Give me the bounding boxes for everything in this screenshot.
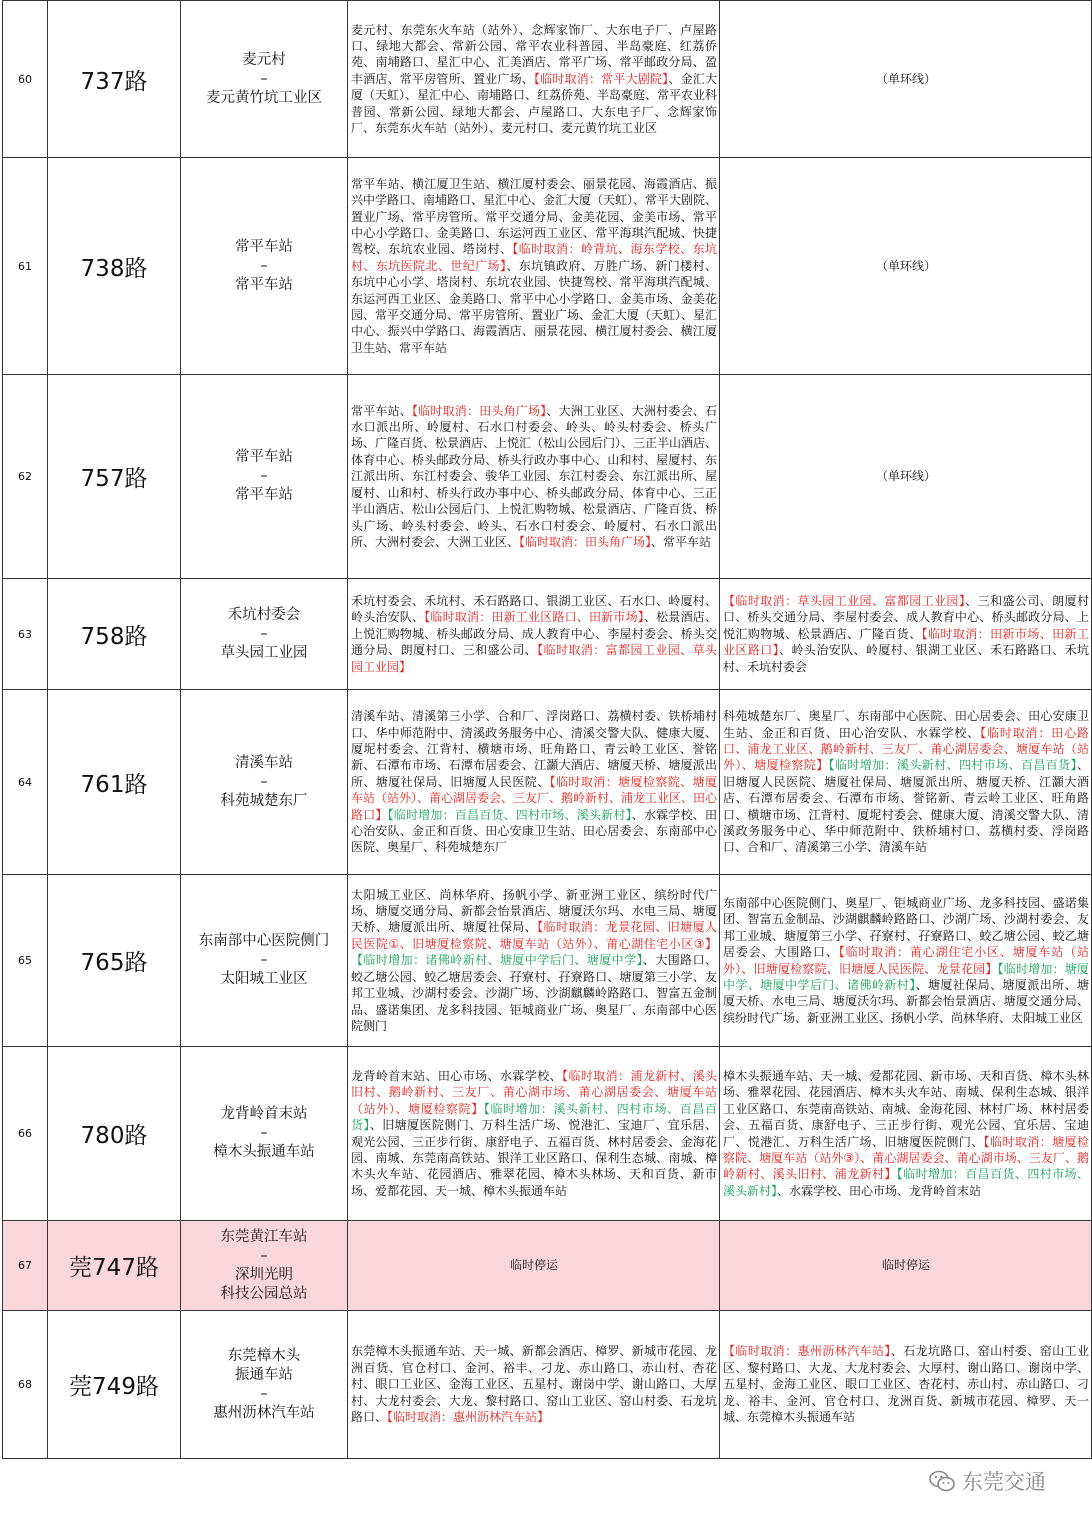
cancelled-stops: 【临时取消：草头园工业园、富都园工业园】	[723, 593, 966, 608]
terminal-end: 常平车站	[235, 487, 293, 503]
stop-list: 、旧塘厦人民医院、塘厦社保局、塘厦派出所、塘厦天桥、江灝大酒店、石潭布居委会、石潭布市场、誉铭新、青云岭工业区、旺角路口、横塘市场、江背村、厦坭村委会、健康大厦、清溪交警大队、清溪政务服务中心、华中师范附中、铁桥埔村口、荔横村委、浮岗路口、合和厂、清溪第三小学、清溪车站	[723, 758, 1089, 855]
cancelled-stops: 【临时取消：田头角广场】	[412, 403, 547, 418]
row-number: 64	[3, 690, 48, 875]
stops-downward	[720, 1, 1092, 158]
route-name: 莞747路	[48, 1221, 181, 1311]
stops-downward	[720, 875, 1092, 1047]
added-stops: 【临时增加：百昌百货、四村市场、溪头新村】	[387, 807, 632, 822]
terminal-dash: –	[260, 1385, 268, 1402]
stop-list: 龙背岭首末站、田心市场、水霖学校、	[351, 1068, 563, 1083]
stop-list: 东南部中心医院侧门、奥星厂、钜城商业广场、龙多科技园、盛诺集团、智富五金制品、沙湖麒麟岭路路口、沙湖广场、沙湖村委会、友邦工业城、塘厦第三小学、孖寮村、孖寮路口、蛟乙塘公园、蛟乙塘居委会、大围路口、	[723, 895, 1089, 960]
stops-upward	[348, 375, 720, 579]
route-name: 莞749路	[48, 1311, 181, 1459]
terminal-end: 麦元黄竹坑工业区	[206, 89, 322, 106]
added-stops: 【临时增加：塘厦中学、塘厦中学后门、诸佛岭新村】	[723, 961, 1089, 992]
cancelled-stops: 【临时取消：惠州沥林汽车站】	[387, 1410, 550, 1425]
terminal-start: 清溪车站	[235, 754, 293, 771]
stop-list: 麦元村、东莞东火车站（站外）、念辉家饰厂、大东电子厂、卢屋路口、绿地大都会、常新公园、常平农业科普园、半岛豪庭、红荔侨苑、南埔路口、星汇中心、汇美酒店、常平广场、常平邮政分局、盈丰酒店、常平房管所、置业广场、	[351, 22, 717, 86]
stops-upward	[348, 1221, 720, 1311]
route-row	[3, 1047, 1092, 1221]
terminal-end: 惠州沥林汽车站	[213, 1404, 315, 1421]
row-number: 62	[3, 375, 48, 579]
stop-list: 太阳城工业区、尚林华府、扬帆小学、新亚洲工业区、缤纷时代广场、塘厦交通分局、新都会怡景酒店、塘厦沃尔玛、水电三局、塘厦天桥、塘厦派出所、塘厦社保局、	[351, 887, 717, 935]
stops-downward	[720, 1047, 1092, 1221]
added-stops: 【临时增加：溪头新村、四村市场、百昌百货】	[351, 1101, 717, 1133]
cancelled-stops: 【临时取消：浦龙新村、溪头旧村、鹅岭新村、三友厂、莆心湖市场、莆心湖居委会、塘厦车站（站外）、塘厦检察院】	[351, 1068, 717, 1116]
terminal-start: 麦元村	[242, 51, 286, 68]
terminal-dash: –	[260, 468, 268, 484]
cancelled-stops: 【临时取消：塘厦检察院、塘厦车站（站外）、莆心湖居委会、三友厂、鹅岭新村、浦龙工业区、田心路口】	[351, 774, 718, 822]
row-number: 61	[3, 158, 48, 375]
route-row	[3, 875, 1092, 1047]
stops-upward	[348, 158, 720, 375]
stop-list: 、常平车站	[651, 534, 712, 549]
stop-list: 、旧塘厦医院侧门、万科生活广场、悦港汇、宝迪厂、宜乐居、观光公园、三正步行街、康舒电子、五福百货、林村居委会、金海花园、南城、东莞南高铁站、银洋工业区路口、保利生态城、南城、樟木头火车站、花园酒店、雅翠花园、樟木头林场、天和百货、新市场、爱都花园、天一城、樟木头振通车站	[351, 1118, 717, 1198]
route-name: 761路	[48, 690, 181, 875]
route-terminals	[181, 375, 348, 579]
cancelled-stops: 【临时取消：常平大剧院】	[533, 71, 669, 86]
terminal-dash: –	[260, 952, 268, 968]
terminal-dash: –	[260, 70, 268, 87]
stop-list: 、金汇大厦（天虹）、星汇中心、南埔路口、红荔侨苑、半岛豪庭、常平农业科普园、常新公园、绿地大都会、卢屋路口、大东电子厂、念辉家饰厂、东莞东火车站（站外）、麦元村口、麦元黄竹坑工业区	[351, 71, 718, 136]
route-terminals	[181, 875, 348, 1047]
route-row	[3, 579, 1092, 690]
stops-downward	[720, 158, 1092, 375]
cancelled-stops: 【临时取消：莆心湖住宅小区、塘厦车站（站外）、旧塘厦检察院、旧塘厦人民医院、龙景花园】	[723, 945, 1089, 976]
stops-upward	[348, 579, 720, 690]
terminal-dash: –	[260, 1125, 268, 1141]
route-terminals	[181, 1311, 348, 1459]
terminal-end: 太阳城工业区	[220, 971, 308, 987]
added-stops: 【临时增加：百昌百货、四村市场、溪头新村】	[723, 1167, 1089, 1198]
row-number: 63	[3, 579, 48, 690]
stop-list: 、石龙坑路口、窑山村委、窑山工业区、黎村路口、大龙、大龙村委会、大厚村、谢山路口、谢岗中学、五星村、金海工业区、眼口工业区、杏花村、赤山村、赤山路口、刁龙、裕丰、金河、官仓村口、龙洲百货、新城市花园、樟罗、天一城、东莞樟木头振通车站	[723, 1344, 1089, 1425]
terminal-end: 科苑城楚东厂	[220, 792, 308, 809]
watermark	[928, 1466, 1046, 1496]
stop-list: 樟木头振通车站、天一城、爱都花园、新市场、天和百货、樟木头林场、雅翠花园、花园酒店、樟木头火车站、南城、保利生态城、银洋工业区路口、东莞南高铁站、南城、金海花园、林村广场、林村居委会、五福百货、康舒电子、三正步行街、观光公园、宜乐居、宝迪厂、悦港汇、万科生活广场、旧塘厦医院侧门、	[723, 1068, 1089, 1149]
terminal-end: 深圳光明 科技公园总站	[220, 1266, 308, 1302]
route-row	[3, 375, 1092, 579]
stops-upward	[348, 875, 720, 1047]
row-number: 65	[3, 875, 48, 1047]
stops-upward	[348, 1311, 720, 1459]
terminal-dash: –	[260, 625, 268, 642]
stop-list: 科苑城楚东厂、奥星厂、东南部中心医院、田心居委会、田心安康卫生站、金正和百货、田心治安队、水霖学校、	[723, 709, 1089, 740]
terminal-start: 禾坑村委会	[227, 606, 301, 623]
cancelled-stops: 【临时取消：塘厦检察院、塘厦车站（站外③）、莆心湖居委会、莆心湖市场、三友厂、鹅岭新村、溪头旧村、浦龙新村】	[723, 1134, 1089, 1182]
row-number: 67	[3, 1221, 48, 1311]
stop-list: 、塘厦社保局、塘厦派出所、塘厦天桥、水电三局、塘厦沃尔玛、新都会怡景酒店、塘厦交通分局、缤纷时代广场、新亚洲工业区、扬帆小学、尚林华府、太阳城工业区	[723, 977, 1089, 1025]
stops-downward	[720, 690, 1092, 875]
route-name: 780路	[48, 1047, 181, 1221]
stops-downward	[720, 1311, 1092, 1459]
route-terminals	[181, 1047, 348, 1221]
route-name: 765路	[48, 875, 181, 1047]
route-name: 738路	[48, 158, 181, 375]
terminal-start: 东莞樟木头 振通车站	[227, 1347, 301, 1383]
stop-list: 清溪车站、清溪第三小学、合和厂、浮岗路口、荔横村委、铁桥埔村口、华中师范附中、清溪政务服务中心、清溪交警大队、健康大厦、厦坭村委会、江背村、横塘市场、旺角路口、青云岭工业区、誉铭新、石潭布市场、石潭布居委会、江灝大酒店、塘厦天桥、塘厦派出所、塘厦社保局、旧塘厦人民医院、	[351, 709, 717, 789]
cancelled-stops: 【临时取消：惠州沥林汽车站】	[723, 1344, 891, 1359]
terminal-start: 常平车站	[235, 449, 293, 465]
stops-upward	[348, 690, 720, 875]
terminal-start: 东莞黄江车站	[220, 1228, 308, 1245]
added-stops: 【临时增加：诸佛岭新村、塘厦中学后门、塘厦中学】	[351, 953, 643, 968]
route-terminals	[181, 1, 348, 158]
cancelled-stops: 【临时取消：田心路口、浦龙工业区、鹅岭新村、三友厂、莆心湖居委会、塘厦车站（站外）、塘厦检察院】	[723, 725, 1089, 773]
route-row	[3, 158, 1092, 375]
stop-list: 东莞樟木头振通车站、天一城、新都会酒店、樟罗、新城市花园、龙洲百货、官仓村口、金河、裕丰、刁龙、赤山路口、赤山村、杏花村、眼口工业区、金海工业区、五星村、谢岗中学、谢山路口、大厚村、大龙村委会、大龙、黎村路口、窑山工业区、窑山村委、石龙坑路口、	[351, 1344, 717, 1425]
stop-list: 、松景酒店、上悦汇购物城、桥头邮政分局、成人教育中心、李屋村委会、桥头交通分局、朗厦村口、三和盛公司、	[351, 610, 717, 658]
route-name: 758路	[48, 579, 181, 690]
stop-list: 、三和盛公司、朗厦村口、桥头交通分局、李屋村委会、成人教育中心、桥头邮政分局、上悦汇购物城、松景酒店、广隆百货、	[723, 593, 1089, 641]
route-row	[3, 690, 1092, 875]
cancelled-stops: 【临时取消：田新工业区路口、田新市场】	[424, 610, 644, 625]
stops-downward	[720, 579, 1092, 690]
stop-list: 常平车站、	[351, 403, 412, 418]
added-stops: 【临时增加：溪头新村、四村市场、百昌百货】	[828, 758, 1077, 773]
stop-list: 、东坑镇政府、万胜广场、新门楼村、东坑中心小学、塔岗村、东坑农业园、快捷驾校、常平海琪汽配城、东运河西工业区、金美路口、常平中心小学路口、金美市场、金美花园、常平交通分局、常平房管所、置业广场、金汇大厦（天虹）、星汇中心、振兴中学路口、海霞酒店、丽景花园、横江厦村委会、横江厦卫生站、常平车站	[351, 258, 718, 355]
terminal-start: 东南部中心医院侧门	[198, 933, 330, 949]
terminal-start: 龙背岭首末站	[220, 1106, 308, 1122]
terminal-dash: –	[260, 1247, 268, 1264]
terminal-end: 常平车站	[235, 276, 293, 293]
terminal-end: 草头园工业园	[220, 644, 308, 661]
route-table	[2, 0, 1092, 1459]
stop-list: （单环线）	[875, 258, 936, 273]
stop-list: （单环线）	[875, 469, 936, 484]
route-terminals	[181, 158, 348, 375]
stop-list: 、岭头治安队、岭厦村、银湖工业区、禾石路路口、禾坑村、禾坑村委会	[723, 643, 1089, 674]
stops-downward	[720, 375, 1092, 579]
row-number: 60	[3, 1, 48, 158]
route-name: 737路	[48, 1, 181, 158]
terminal-start: 常平车站	[235, 238, 293, 255]
cancelled-stops: 【临时取消：富都园工业园、草头园工业园】	[351, 643, 717, 674]
stop-list: 禾坑村委会、禾坑村、禾石路路口、银湖工业区、石水口、岭厦村、岭头治安队、	[351, 593, 717, 625]
route-row	[3, 1221, 1092, 1311]
stop-list: 常平车站、横江厦卫生站、横江厦村委会、丽景花园、海霞酒店、振兴中学路口、南埔路口、星汇中心、金汇大厦（天虹）、常平大剧院、置业广场、常平房管所、常平交通分局、金美花园、金美市场、常平中心小学路口、金美路口、东运河西工业区、常平海琪汽配城、快捷驾校、东坑农业园、塔岗村、	[351, 176, 718, 257]
route-row	[3, 1311, 1092, 1459]
route-terminals	[181, 579, 348, 690]
stop-list: 、水霖学校、田心市场、龙背岭首末站	[777, 1183, 982, 1198]
stop-list: 临时停运	[881, 1258, 930, 1273]
stop-list: 、水霖学校、田心治安队、金正和百货、田心安康卫生站、田心居委会、东南部中心医院、奥星厂、科苑城楚东厂	[351, 807, 717, 855]
stops-downward	[720, 1221, 1092, 1311]
terminal-dash: –	[260, 257, 268, 274]
stop-list: 临时停运	[509, 1258, 558, 1273]
stops-upward	[348, 1047, 720, 1221]
cancelled-stops: 【临时取消：田头角广场】	[519, 534, 652, 549]
cancelled-stops: 【临时取消：岭背坑、海东学校、东坑村、东坑医院北、世纪广场】	[351, 242, 717, 273]
row-number: 68	[3, 1311, 48, 1459]
stop-list: 、大洲工业区、大洲村委会、石水口派出所、岭厦村、石水口村委会、岭头、岭头村委会、桥头广场、广隆百货、松景酒店、上悦汇（松山公园后门）、三正半山酒店、体育中心、桥头邮政分局、桥头行政办事中心、山和村、屋厦村、东江派出所、东江村委会、骏华工业园、东江村委会、东江派出所、屋厦村、山和村、桥头行政办事中心、桥头邮政分局、体育中心、三正半山酒店、松山公园后门、上悦汇购物城、松景酒店、广隆百货、桥头广场、岭头村委会、岭头、石水口村委会、岭厦村、石水口派出所、大洲村委会、大洲工业区、	[351, 403, 718, 549]
stop-list: 、大围路口、蛟乙塘公园、蛟乙塘居委会、孖寮村、孖寮路口、塘厦第三小学、友邦工业城、沙湖村委会、沙湖广场、沙湖麒麟岭路路口、智富五金制品、盛诺集团、龙多科技园、钜城商业广场、奥星厂、东南部中心医院侧门	[351, 953, 717, 1033]
terminal-end: 樟木头振通车站	[213, 1144, 315, 1160]
cancelled-stops: 【临时取消：龙景花园、旧塘厦人民医院①、旧塘厦检察院、塘厦车站（站外）、莆心湖住宅小区③】	[351, 920, 717, 951]
terminal-dash: –	[260, 773, 268, 790]
stop-list: （单环线）	[875, 71, 936, 86]
route-terminals	[181, 1221, 348, 1311]
watermark-text: 东莞交通	[962, 1470, 1046, 1494]
route-name: 757路	[48, 375, 181, 579]
route-row	[3, 1, 1092, 158]
row-number: 66	[3, 1047, 48, 1221]
stops-upward	[348, 1, 720, 158]
cancelled-stops: 【临时取消：田新市场、田新工业区路口】	[723, 626, 1089, 658]
route-terminals	[181, 690, 348, 875]
wechat-icon	[928, 1469, 956, 1493]
